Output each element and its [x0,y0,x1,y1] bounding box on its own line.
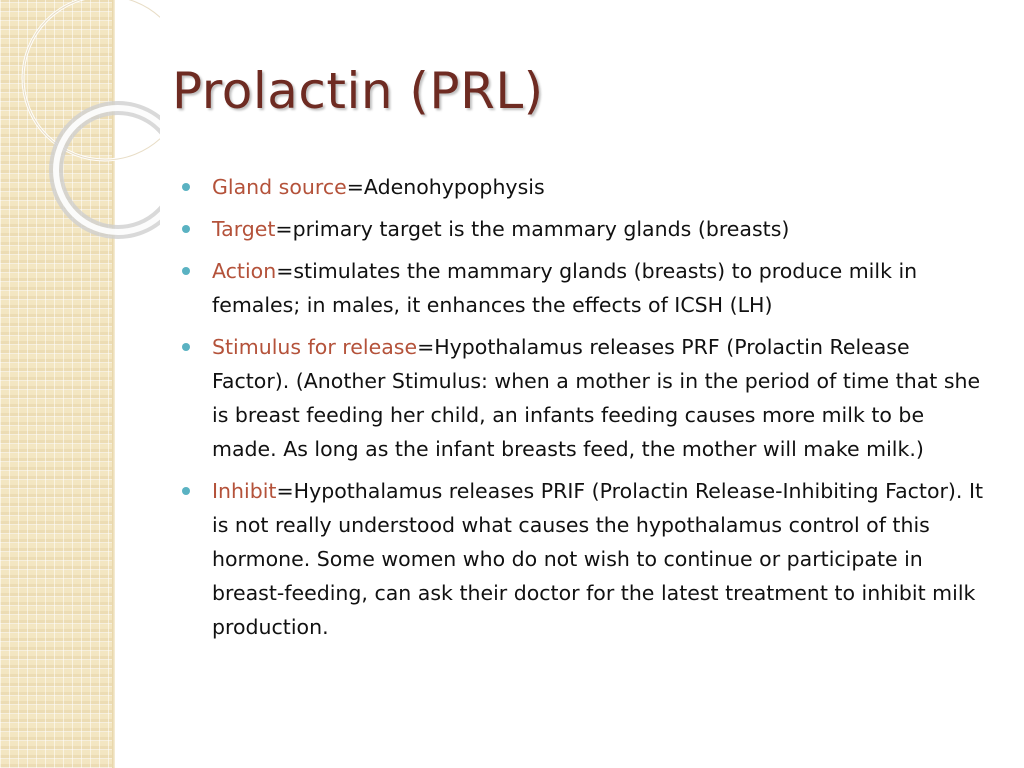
slide-title: Prolactin (PRL) [172,62,544,120]
bullet-text: =Adenohypophysis [346,175,545,199]
bullet-text: =Hypothalamus releases PRF (Prolactin Release Factor). (Another Stimulus: when a mother is in the period of time that she is breast feeding her child, an infants feeding causes more milk to be made. As long as the infant breasts feed, the mother will make milk.) [212,335,981,461]
bullet-term: Gland source [212,175,347,199]
bullet-text: =Hypothalamus releases PRIF (Prolactin Release-Inhibiting Factor). It is not really understood what causes the hypothalamus control of this hormone. Some women who do not wish to continue or participate in breast-feeding, can ask their doctor for the latest treatment to inhibit milk production. [212,479,984,639]
bullet-item [182,474,992,644]
bullet-term: Stimulus for release [212,335,418,359]
bullet-dot-icon [182,487,190,495]
bullet-list [182,170,992,652]
bullet-dot-icon [182,343,190,351]
bullet-dot-icon [182,267,190,275]
side-panel-edge [112,0,115,768]
bullet-item [182,254,992,322]
bullet-term: Inhibit [212,479,277,503]
bullet-term: Target [212,217,276,241]
bullet-text: =primary target is the mammary glands (breasts) [275,217,790,241]
bullet-item [182,330,992,466]
decorative-side-panel [0,0,112,768]
bullet-term: Action [212,259,277,283]
bullet-item [182,212,992,246]
bullet-dot-icon [182,225,190,233]
bullet-text: =stimulates the mammary glands (breasts) to produce milk in females; in males, it enhances the effects of ICSH (LH) [212,259,918,317]
bullet-item [182,170,992,204]
bullet-dot-icon [182,183,190,191]
